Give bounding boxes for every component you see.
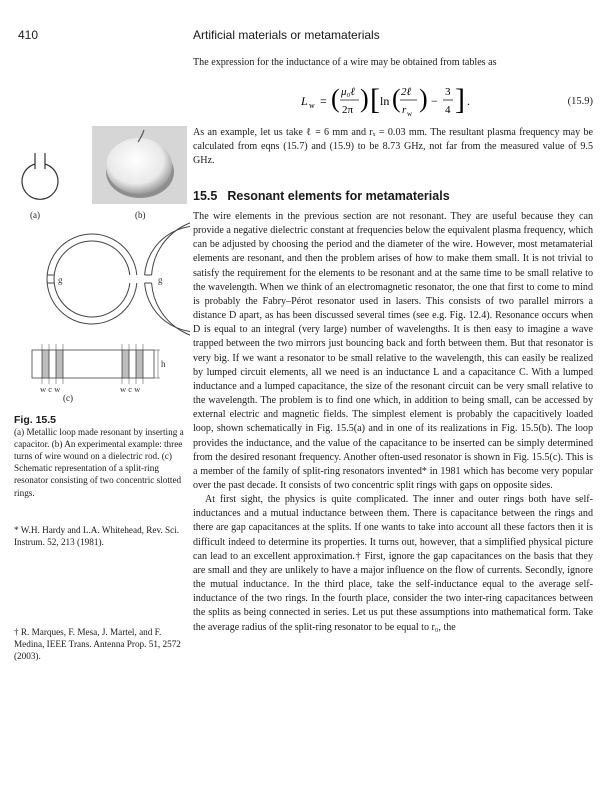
footnote-hardy-text: * W.H. Hardy and L.A. Whitehead, Rev. Sci. Instrum. 52, 213 (1981). (14, 525, 180, 548)
eq-paren-close-2: ) (419, 84, 428, 113)
figure-sublabel-c: (c) (63, 393, 73, 403)
paragraph-resonant: The wire elements in the previous section are not resonant. They are useful because they can provide a negative dielectric constant at frequencies below the equivalent plasma frequency, which can be adjusted by choosing the period and the diameter of the wire. However, most metamaterial elements are resonant, and then the problem arises of how to make them small. It is not trivial to satisfy the requirement for the elements to be resonant and at the same time to be small relative to the wavelength. When we think of an electromagnetic resonator, the one that first to come to mind is probably the Fabry–Pérot resonator used in lasers. This consists of two parallel mirrors a distance D apart, as has been discussed several times (see e.g. Fig. 12.4). Resonance occurs when D is equal to an integral (very large) number of wavelengths. It is then easy to imagine a wave trapped between the two mirrors just bouncing back and forth between them. But that resonator is very big. If we want a resonator to be small relative to the wavelength, this can easily be realized by lumped circuit elements, all we need is an inductance L and a capacitance C. With a lumped inductance and a lumped capacitance, the size of the resonant circuit can be very small relative to the wavelength. The problem is to find one which, in addition to being small, can be accessed by external electric and magnetic fields. The simplest element is probably the capacitively loaded loop, shown schematically in Fig. 15.5(a) and in one of its realizations in Fig. 15.5(b). The loop provides the inductance, and the value of the capacitance to be inserted can be simply determined from the desired resonant frequency. Another often-used resonator is shown in Fig. 15.5(c). This is a member of the family of split-ring resonators invented* in 1981 which has become very popular over the past decade. It consists of two concentric split rings with gaps on opposite sides. (193, 211, 593, 491)
strip-1 (42, 350, 49, 378)
paragraph-physics: At first sight, the physics is quite complicated. The inner and outer rings both have self-inductances and a mutual inductance between them. There is capacitance between the rings and there are gap capacitances at the splits. If one wants to take into account all these factors then it is difficult indeed to determine its properties. It turns out, however, that a simplified physical picture can lead to an excellent approximation.† First, ignore the gap capacitances on the basis that they are small and they are unlikely to have a major influence on the flow of currents. Secondly, ignore the mutual inductance. In the third place, take the self-inductance equal to the average self-inductance of the two rings. In the fourth place, consider the two inter-ring capacitances between the splits as being connected in series. Let us put these assumptions into mathematical form. Take the average radius of the split-ring resonator to be equal to r₀, the (193, 494, 593, 633)
cross-section (32, 344, 166, 394)
height-label: h (161, 359, 166, 369)
eq-period: . (467, 94, 470, 108)
eq-frac2-num: 2ℓ (401, 86, 412, 98)
eq-lhs-sub: w (309, 101, 315, 110)
resonator-photo-drawing (92, 126, 187, 204)
gap-label-outer: g (158, 275, 163, 285)
body-text (193, 210, 593, 635)
eq-frac1-num: μ₀ℓ (341, 86, 355, 98)
loop-arc (22, 164, 58, 199)
figure-b-photo (92, 126, 187, 204)
eq-ln: ln (380, 94, 390, 108)
strip-2 (56, 350, 63, 378)
figure-a-loop-schematic (12, 148, 72, 216)
intro-line (193, 56, 593, 70)
footnote-hardy (14, 524, 184, 548)
eq-frac3-den: 4 (445, 104, 451, 116)
running-title: Artificial materials or metamaterials (193, 28, 380, 42)
gap-label-inner: g (58, 275, 63, 285)
eq-bracket-close: ] (455, 83, 465, 116)
inner-ring-inner-edge (54, 241, 130, 317)
section-title: Resonant elements for metamaterials (227, 189, 450, 203)
example-text: As an example, let us take ℓ = 6 mm and rₓ = 0.03 mm. The resultant plasma frequency may be calculated from eqns (15.7) and (15.9) to be 8.73 GHz, not far from the measured value of 9.5 GHz. (193, 127, 593, 167)
figure-c-split-ring (20, 222, 190, 412)
eq-frac3-num: 3 (445, 86, 451, 98)
strip-3 (122, 350, 129, 378)
figure-sublabel-b: (b) (135, 210, 146, 220)
eq-frac1-den: 2π (342, 104, 354, 116)
substrate-outline (32, 350, 154, 378)
strip-4 (136, 350, 143, 378)
equation-formula (193, 80, 523, 124)
intro-text: The expression for the inductance of a wire may be obtained from tables as (193, 57, 497, 68)
eq-paren-open-2: ( (392, 84, 401, 113)
eq-equals: = (320, 94, 327, 108)
eq-minus: − (431, 94, 438, 108)
eq-lhs: L (301, 94, 308, 108)
eq-bracket-open: [ (370, 83, 380, 116)
eq-frac2-den-sub: w (407, 110, 413, 118)
dielectric-rod (106, 138, 172, 194)
caption-label: Fig. 15.5 (14, 414, 57, 426)
footnote-marques (14, 626, 184, 662)
section-heading (193, 189, 450, 203)
outer-ring-inner-edge (145, 226, 190, 332)
equation-15-9 (193, 80, 593, 124)
wcw-label-right: w c w (120, 384, 141, 394)
eq-paren-close-1: ) (360, 84, 369, 113)
caption-text: (a) Metallic loop made resonant by inserting a capacitor. (b) An experimental example: three turns of wire wound on a dielectric rod. (c) Schematic representation of a split-ring resonator consisting of two concentric slotted rings. (14, 427, 184, 498)
page-number: 410 (18, 28, 39, 42)
footnote-marques-text: † R. Marques, F. Mesa, J. Martel, and F. Medina, IEEE Trans. Antenna Prop. 51, 2572 (2003). (14, 627, 181, 662)
section-number: 15.5 (193, 189, 218, 203)
figure-caption (14, 414, 184, 499)
eq-frac2-den: r (402, 104, 407, 116)
wcw-label-left: w c w (40, 384, 61, 394)
figure-sublabel-a: (a) (30, 210, 40, 220)
eq-paren-open-1: ( (331, 84, 340, 113)
example-paragraph (193, 126, 593, 168)
equation-number: (15.9) (567, 96, 593, 107)
